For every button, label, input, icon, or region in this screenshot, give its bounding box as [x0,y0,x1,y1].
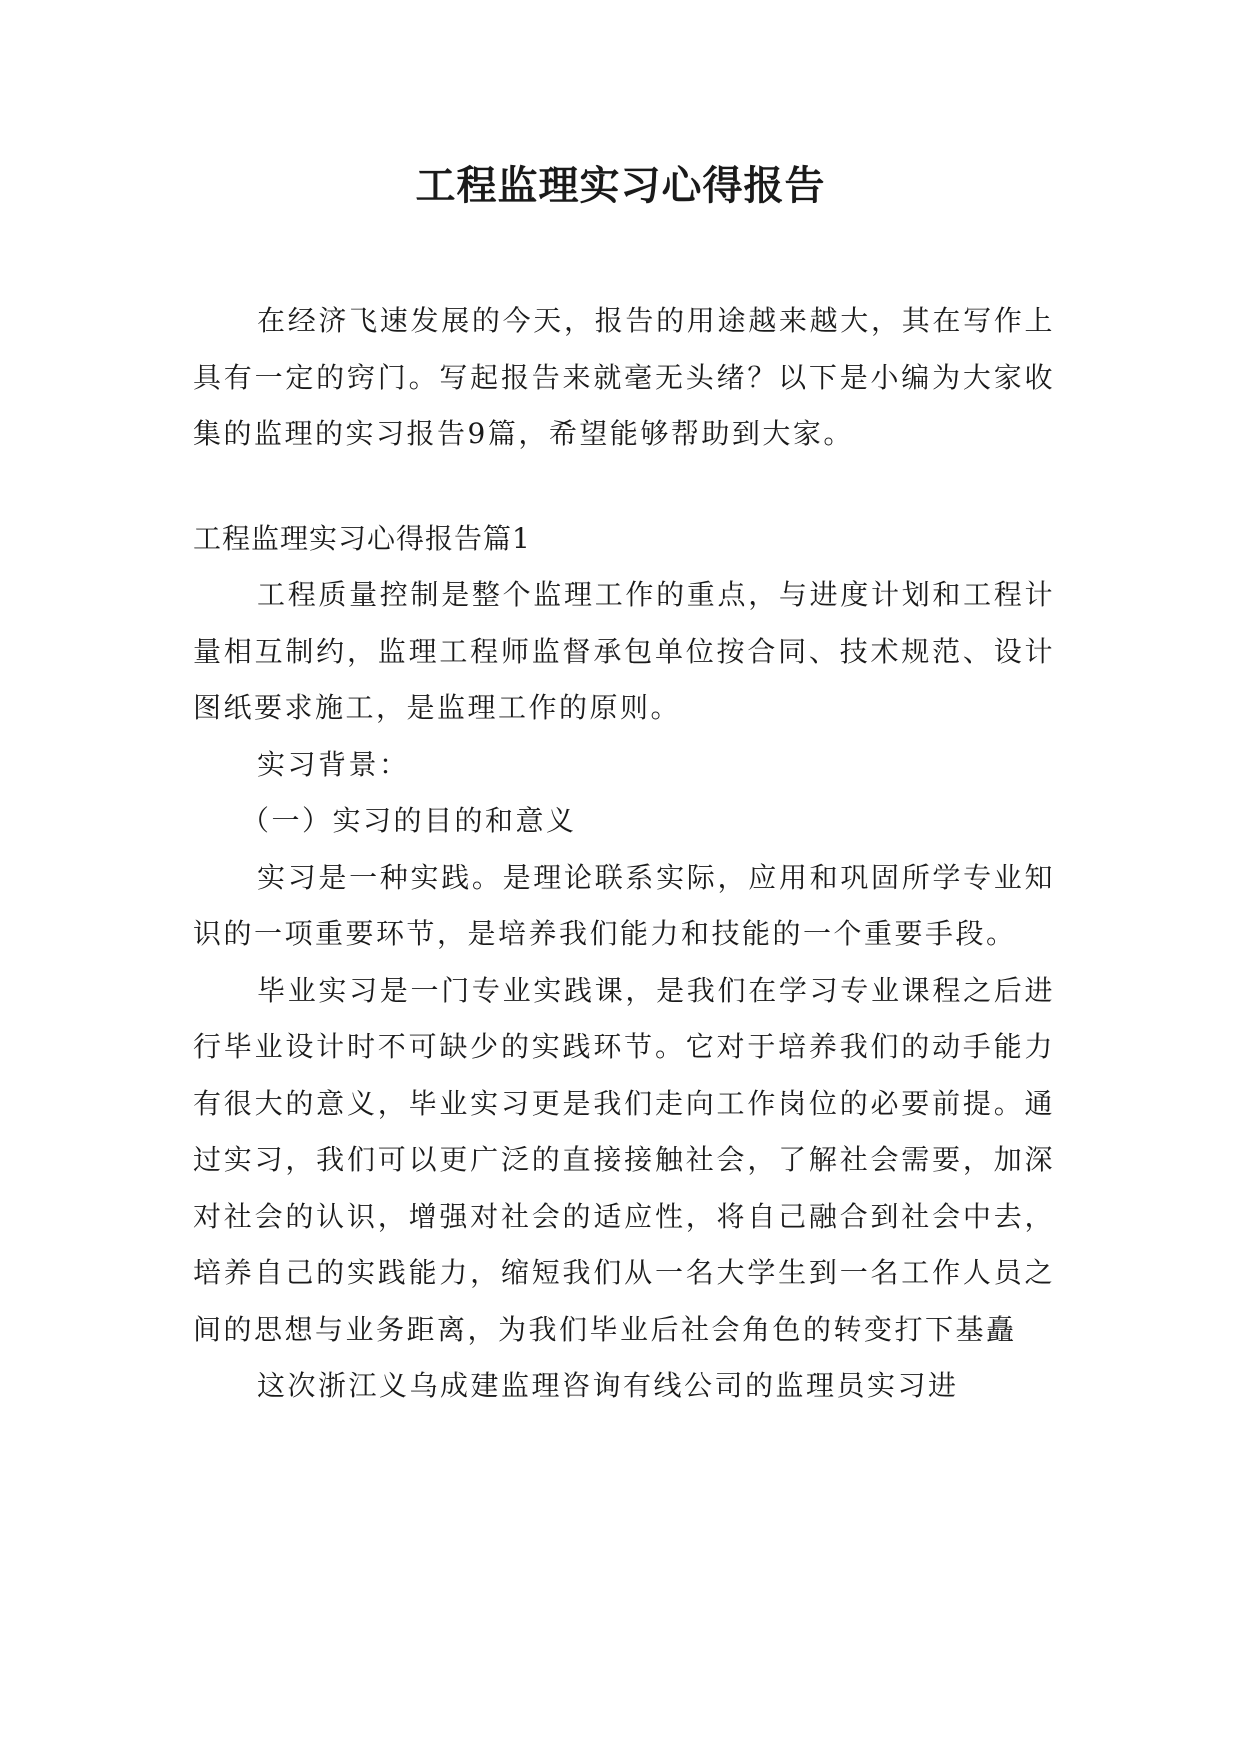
body-paragraph: 工程质量控制是整个监理工作的重点，与进度计划和工程计量相互制约，监理工程师监督承包单位按合同、技术规范、设计图纸要求施工，是监理工作的原则。 [193,578,1055,724]
document-body [193,293,1055,1415]
subheading-purpose: （一）实习的目的和意义 [241,804,577,837]
body-paragraph: 毕业实习是一门专业实践课，是我们在学习专业课程之后进行毕业设计时不可缺少的实践环节。它对于培养我们的动手能力有很大的意义，毕业实习更是我们走向工作岗位的必要前提。通过实习，我们可以更广泛的直接接触社会，了解社会需要，加深对社会的认识，增强对社会的适应性，将自己融合到社会中去，培养自己的实践能力，缩短我们从一名大学生到一名工作人员之间的思想与业务距离，为我们毕业后社会角色的转变打下基矗 [193,973,1055,1346]
section-heading: 工程监理实习心得报告篇1 [193,521,531,555]
section-spacer [193,463,1055,511]
document-title: 工程监理实习心得报告 [415,162,826,209]
body-paragraph: 这次浙江义乌成建监理咨询有线公司的监理员实习进 [257,1369,959,1402]
subheading-background: 实习背景： [257,747,410,781]
intro-paragraph: 在经济飞速发展的今天，报告的用途越来越大，其在写作上具有一定的窍门。写起报告来就毫无头绪？以下是小编为大家收集的监理的实习报告9篇，希望能够帮助到大家。 [193,304,1055,450]
body-paragraph: 实习是一种实践。是理论联系实际，应用和巩固所学专业知识的一项重要环节，是培养我们能力和技能的一个重要手段。 [193,860,1055,950]
